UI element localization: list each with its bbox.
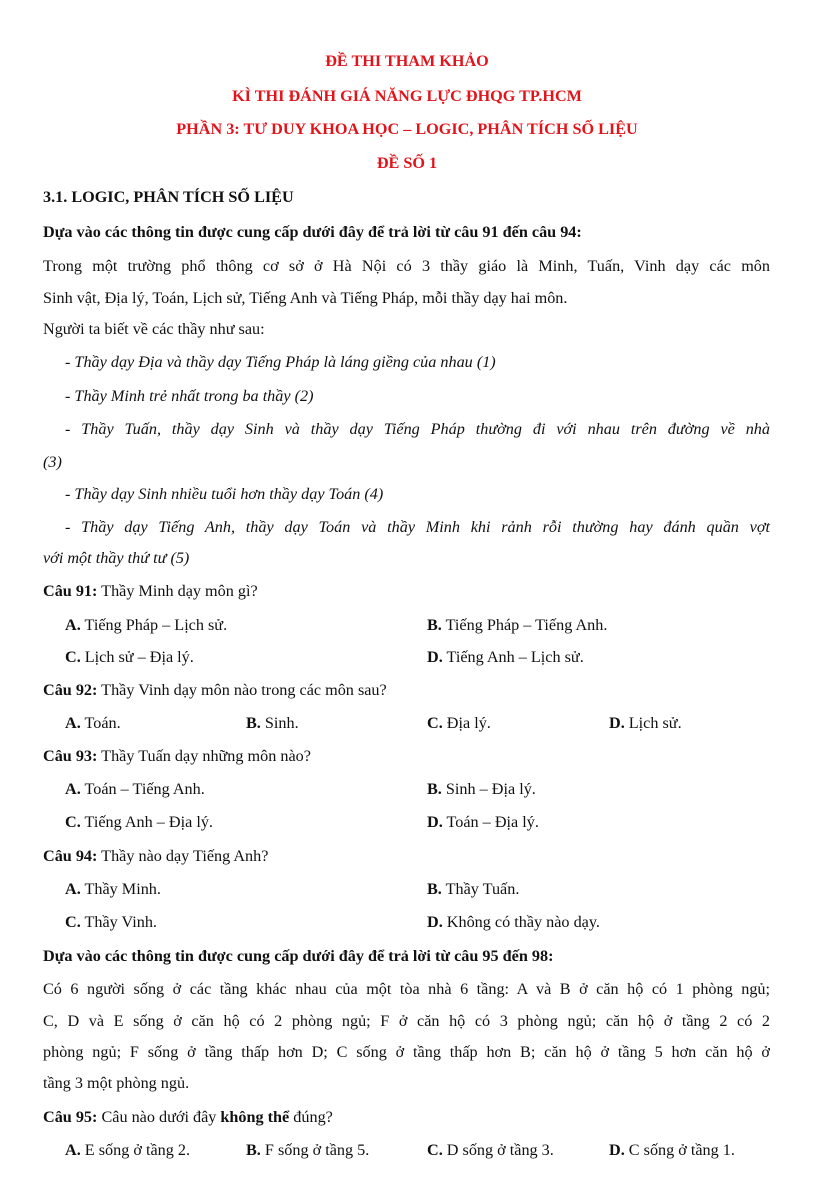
question-94-text: Thầy nào dạy Tiếng Anh? [97, 847, 269, 865]
question-91-text: Thầy Minh dạy môn gì? [97, 582, 258, 600]
fact-5-line2: với một thầy thứ tư (5) [43, 549, 190, 567]
option-key: B. [427, 780, 442, 798]
q94-option-a[interactable] [65, 880, 161, 899]
option-key: B. [246, 714, 261, 732]
question-92 [43, 681, 387, 700]
fact-3-line2: (3) [43, 453, 62, 471]
q93-option-c[interactable] [65, 813, 213, 832]
q94-option-b[interactable] [427, 880, 519, 899]
section-title: 3.1. LOGIC, PHÂN TÍCH SỐ LIỆU [43, 188, 294, 206]
question-94 [43, 847, 268, 866]
q92-option-c[interactable] [427, 714, 491, 733]
question-95-text-before: Câu nào dưới đây [97, 1108, 221, 1126]
question-93-text: Thầy Tuấn dạy những môn nào? [97, 747, 311, 765]
option-key: C. [427, 1141, 443, 1159]
q94-option-c[interactable] [65, 913, 157, 932]
option-text: E sống ở tầng 2. [80, 1141, 191, 1159]
option-key: A. [65, 616, 81, 634]
header-line-1: ĐỀ THI THAM KHẢO [325, 52, 489, 70]
option-text: Tiếng Anh – Địa lý. [80, 813, 213, 831]
group1-para2: Người ta biết về các thầy như sau: [43, 320, 265, 338]
option-key: C. [427, 714, 443, 732]
option-text: F sống ở tầng 5. [260, 1141, 370, 1159]
q92-option-d[interactable] [609, 714, 682, 733]
option-text: Tiếng Pháp – Tiếng Anh. [441, 616, 608, 634]
option-key: C. [65, 913, 81, 931]
option-key: D. [609, 1141, 625, 1159]
q93-option-b[interactable] [427, 780, 536, 799]
option-key: C. [65, 648, 81, 666]
option-text: Thầy Tuấn. [441, 880, 520, 898]
option-key: D. [609, 714, 625, 732]
group2-para-line3: phòng ngủ; F sống ở tầng thấp hơn D; C sống ở tầng thấp hơn B; căn hộ ở tầng 5 hơn căn hộ ở [43, 1043, 770, 1061]
question-91-label: Câu 91: [43, 582, 98, 600]
header-line-3: PHẦN 3: TƯ DUY KHOA HỌC – LOGIC, PHÂN TÍCH SỐ LIỆU [176, 120, 638, 138]
option-key: A. [65, 714, 81, 732]
fact-5-line1: - Thầy dạy Tiếng Anh, thầy dạy Toán và thầy Minh khi rảnh rỗi thường hay đánh quần vợt [65, 518, 770, 536]
question-92-text: Thầy Vinh dạy môn nào trong các môn sau? [97, 681, 387, 699]
q95-option-d[interactable] [609, 1141, 735, 1160]
q92-option-a[interactable] [65, 714, 121, 733]
q91-option-c[interactable] [65, 648, 194, 667]
group2-para-line2: C, D và E sống ở căn hộ có 2 phòng ngủ; F ở căn hộ có 3 phòng ngủ; căn hộ ở tầng 2 có 2 [43, 1012, 770, 1030]
fact-4: - Thầy dạy Sinh nhiều tuổi hơn thầy dạy Toán (4) [65, 485, 384, 503]
option-text: Tiếng Anh – Lịch sử. [442, 648, 584, 666]
question-91 [43, 582, 258, 601]
option-key: D. [427, 813, 443, 831]
q94-option-d[interactable] [427, 913, 600, 932]
question-95-text-after: đúng? [289, 1108, 333, 1126]
fact-2: - Thầy Minh trẻ nhất trong ba thầy (2) [65, 387, 314, 405]
option-text: Không có thầy nào dạy. [442, 913, 600, 931]
option-key: B. [427, 880, 442, 898]
option-text: Tiếng Pháp – Lịch sử. [80, 616, 228, 634]
fact-1: - Thầy dạy Địa và thầy dạy Tiếng Pháp là láng giềng của nhau (1) [65, 353, 496, 371]
header-line-4: ĐỀ SỐ 1 [376, 154, 438, 172]
q93-option-a[interactable] [65, 780, 205, 799]
option-text: Thầy Minh. [80, 880, 161, 898]
fact-3-line1: - Thầy Tuấn, thầy dạy Sinh và thầy dạy Tiếng Pháp thường đi với nhau trên đường về nhà [65, 420, 770, 438]
option-key: B. [246, 1141, 261, 1159]
option-text: C sống ở tầng 1. [624, 1141, 735, 1159]
group2-para-line4: tầng 3 một phòng ngủ. [43, 1074, 190, 1092]
question-95 [43, 1108, 333, 1127]
option-text: Địa lý. [442, 714, 491, 732]
q92-option-b[interactable] [246, 714, 299, 733]
group1-para1-line2: Sinh vật, Địa lý, Toán, Lịch sử, Tiếng Anh và Tiếng Pháp, mỗi thầy dạy hai môn. [43, 289, 568, 307]
question-93-label: Câu 93: [43, 747, 98, 765]
option-key: D. [427, 648, 443, 666]
group2-para-line1: Có 6 người sống ở các tầng khác nhau của một tòa nhà 6 tầng: A và B ở căn hộ có 1 phòng ngủ; [43, 980, 770, 998]
option-text: Sinh – Địa lý. [441, 780, 536, 798]
option-text: D sống ở tầng 3. [442, 1141, 554, 1159]
q93-option-d[interactable] [427, 813, 539, 832]
option-key: B. [427, 616, 442, 634]
option-text: Toán. [80, 714, 121, 732]
question-95-text-bold: không thể [220, 1108, 290, 1126]
group1-para1-line1: Trong một trường phổ thông cơ sở ở Hà Nội có 3 thầy giáo là Minh, Tuấn, Vinh dạy các môn [43, 257, 770, 275]
header-line-2: KÌ THI ĐÁNH GIÁ NĂNG LỰC ĐHQG TP.HCM [232, 87, 582, 105]
option-text: Toán – Địa lý. [442, 813, 539, 831]
question-92-label: Câu 92: [43, 681, 98, 699]
q95-option-c[interactable] [427, 1141, 554, 1160]
option-text: Thầy Vinh. [80, 913, 157, 931]
option-text: Lịch sử. [624, 714, 682, 732]
option-text: Sinh. [260, 714, 299, 732]
q91-option-d[interactable] [427, 648, 584, 667]
option-key: A. [65, 880, 81, 898]
question-94-label: Câu 94: [43, 847, 98, 865]
group2-intro: Dựa vào các thông tin được cung cấp dưới đây để trả lời từ câu 95 đến 98: [43, 947, 554, 965]
group1-intro: Dựa vào các thông tin được cung cấp dưới đây để trả lời từ câu 91 đến câu 94: [43, 223, 582, 241]
q91-option-b[interactable] [427, 616, 607, 635]
option-text: Toán – Tiếng Anh. [80, 780, 205, 798]
q95-option-b[interactable] [246, 1141, 369, 1160]
option-text: Lịch sử – Địa lý. [80, 648, 194, 666]
option-key: D. [427, 913, 443, 931]
question-95-label: Câu 95: [43, 1108, 98, 1126]
q95-option-a[interactable] [65, 1141, 190, 1160]
option-key: C. [65, 813, 81, 831]
question-93 [43, 747, 311, 766]
q91-option-a[interactable] [65, 616, 227, 635]
option-key: A. [65, 780, 81, 798]
option-key: A. [65, 1141, 81, 1159]
